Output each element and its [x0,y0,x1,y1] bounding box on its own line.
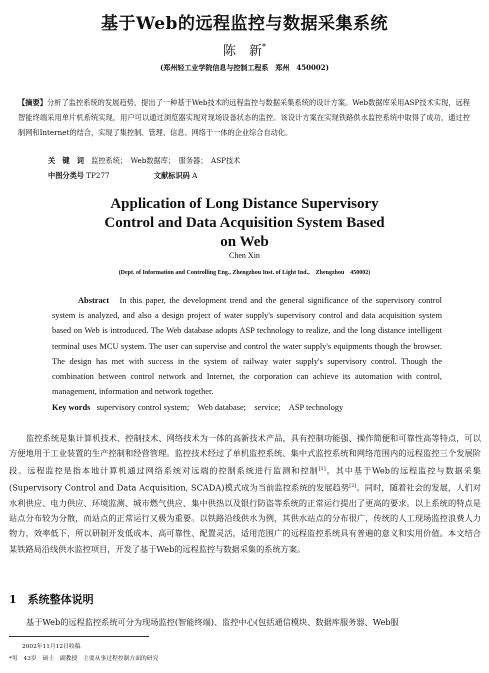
affiliation-english: (Dept. of Information and Controlling Eng., Zhengzhou Inst. of Light Ind., Zhengzhou 450002) [118,270,371,276]
intro-text-part3: 。同时，随着社会的发展，人们对水利供应、电力供应、环境监测、城市燃气供应、集中供热以及银行防盗等系统的正常运行提出了更高的要求。以上系统的特点是站点分布较为分散，而站点的正常运行又极为重要。以铁路沿线供水为例，其供水站点的分布很广，传统的人工现场监控浪费人力物力，效率低下，所以研制开发低成本、高可靠性、配置灵活，适用范围广的远程监控系统具有普遍的意义和实用价值。本文结合某铁路局沿线供水监控项目，开发了基于Web的远程监控与数据采集的系统方案。 [9,482,481,554]
abstract-en-label: Abstract [78,296,110,305]
intro-text-part2: 。其中基于Web的远程监控与数据采集(Supervisory Control and Data Acquisition, SCADA)模式成为当前监控系统的发展趋势 [9,465,481,493]
doc-code-value: A [192,171,198,180]
keywords-cn-label: 关 键 词 [48,156,84,165]
author-name-cn: 陈 新 [222,44,262,59]
intro-text-part1: 监控系统是集计算机技术、控制技术、网络技术为一体的高新技术产品，具有控制功能强、操作简便和可靠性高等特点，可以方便地用于工业装置的生产控制和经营管理。监控技术经过了单机监控系统、集中式监控系统和网络范围内的远程监控三个发展阶段。远程监控是指本地计算机通过网络系统对远端的控制系统进行监测和控制 [9,433,481,476]
author-chinese [0,40,489,59]
title-chinese: 基于Web的远程监控与数据采集系统 [101,14,388,34]
classification-row [48,171,207,181]
clc-label: 中图分类号 [48,171,84,180]
affiliation-chinese: (郑州轻工业学院信息与控制工程系 郑州 450002) [160,63,329,72]
body-paragraph-intro [9,431,481,557]
doc-code-label: 文献标识码 [153,171,190,180]
title-english: Application of Long Distance Supervisory Control and Data Acquisition System Based on Web [104,196,385,250]
author-footnote-mark: * [262,42,266,52]
abstract-cn-label: 【摘要】 [18,98,47,107]
citation-ref-2: [2] [349,482,357,489]
keywords-en-label: Key words [52,403,91,412]
keywords-en-text: supervisory control system; Web database; service; ASP technology [96,403,344,412]
abstract-english [52,293,442,399]
citation-ref-1: [1] [318,465,326,472]
keywords-cn-text: 监控系统； Web数据库； 服务器； ASP技术 [91,156,241,165]
abstract-en-text: In this paper, the development trend and the general significance of the supervisory control system is analyzed, and also a design project of water supply's supervisory control and data acquisition system based on Web is introduced. The Web database adopts ASP technology to realize, and the long distance intelligent terminal uses MCU system. The user can supervise and control the water supply's equipments though the browser. The design has met with success in the system of railway water supply's supervisory control. Though the combination between control network and Internet, the corporation can achieve its automation with control, management, information and network together. [52,296,442,397]
abstract-chinese [18,95,470,140]
body-paragraph-section1: 基于Web的远程监控系统可分为现场监控(智能终端)、监控中心(包括通信模块、数据库服务器、Web服 [26,617,399,627]
clc-value: TP277 [86,171,110,180]
footnote-divider [9,636,149,637]
abstract-cn-text: 分析了监控系统的发展趋势，提出了一种基于Web技术的远程监控与数据采集系统的设计方案。Web数据库采用ASP技术实现，远程智能终端采用单片机系统实现，用户可以通过浏览器实现对现场设备状态的监控。该设计方案在实现铁路供水监控系统中取得了成功，通过控制网和Internet的结合，实现了集控制、管理、信息、网络于一体的企业综合自动化。 [18,98,470,137]
keywords-english [52,401,442,413]
author-english: Chen Xin [229,251,260,260]
footnote-received-date: 2002年11月12日收稿 [22,644,81,650]
section-heading-1: 1 系统整体说明 [9,593,94,606]
keywords-chinese [48,156,240,166]
footnote-author-info: *男 43岁 硕士 副教授 主要从事过程控制方面的研究 [9,656,159,662]
